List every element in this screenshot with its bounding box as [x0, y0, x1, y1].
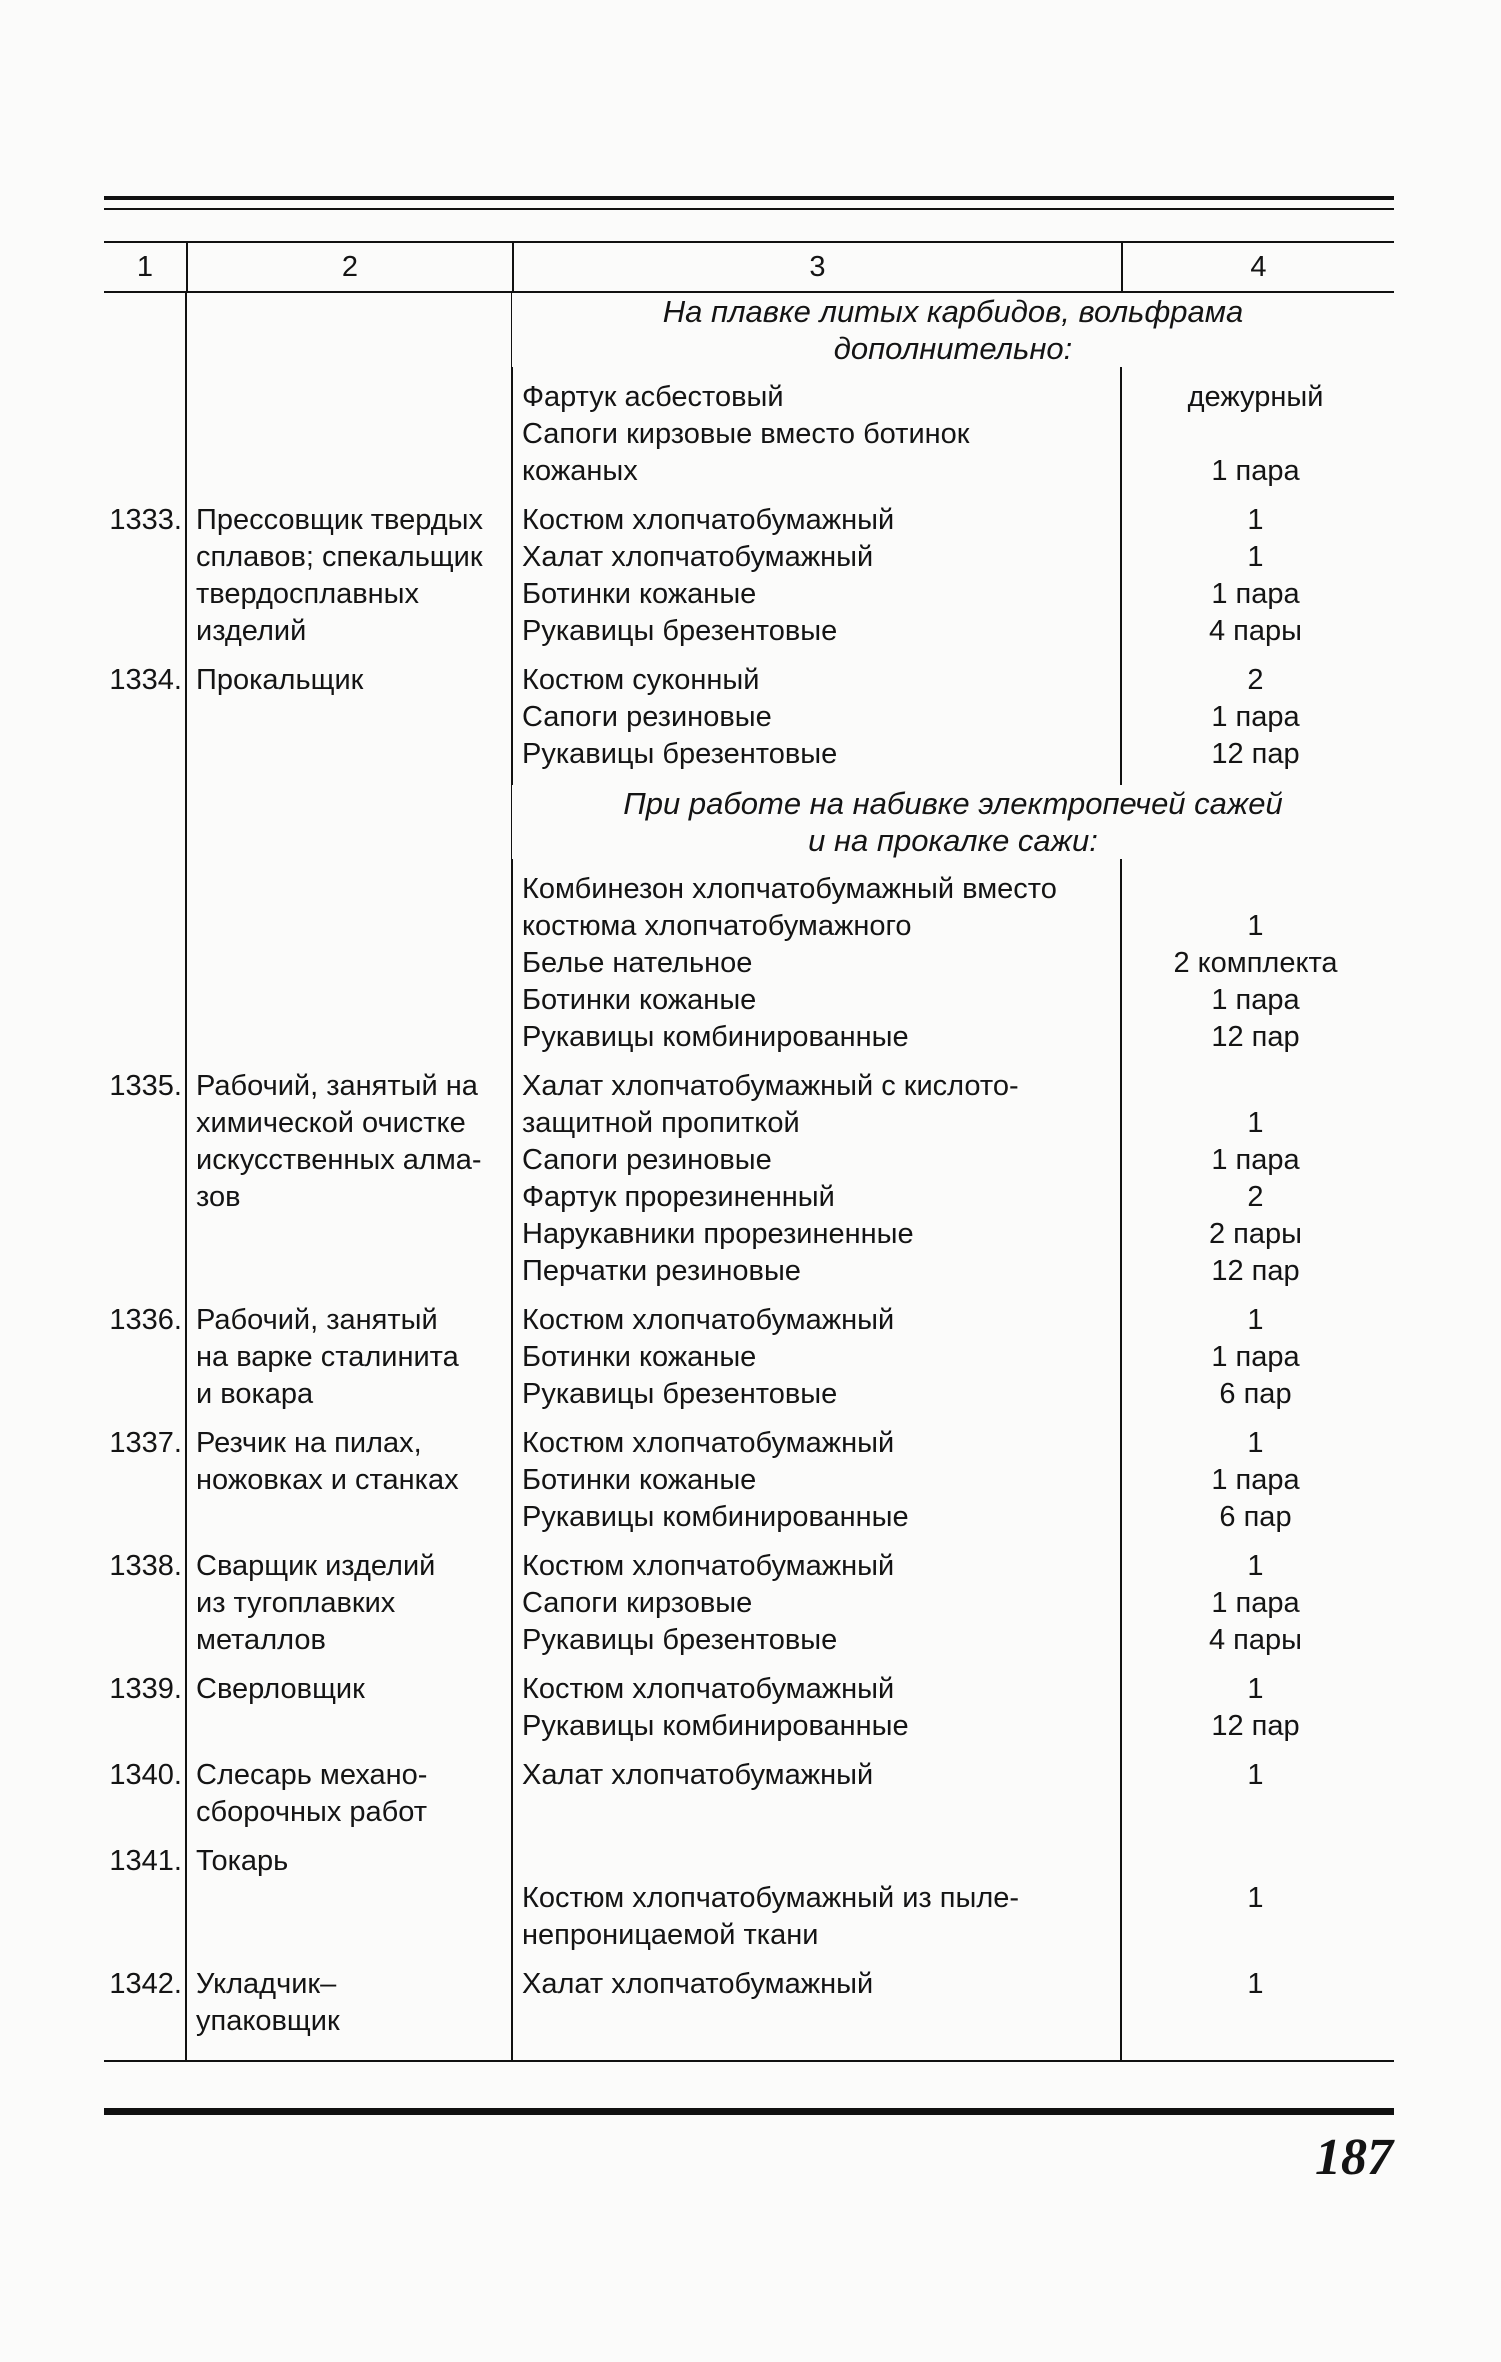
- items-cell: [512, 662, 1121, 773]
- blank-line: [1121, 871, 1390, 908]
- table-row: [104, 662, 1394, 773]
- items-cell: [512, 502, 1121, 650]
- quantity-value: 4 пары: [1209, 1624, 1302, 1656]
- item-number-text: 1339.: [109, 1673, 182, 1705]
- occupation-line: сборочных работ: [196, 1796, 428, 1828]
- item-number: [104, 662, 186, 773]
- item-number-text: 1342.: [109, 1968, 182, 2000]
- table-row: [104, 1302, 1394, 1413]
- blank-line: [1121, 416, 1390, 453]
- clothing-item-line: Костюм хлопчатобумажный из пыле-: [522, 1882, 1020, 1914]
- quantity-value: 1: [1247, 1968, 1264, 2000]
- occupation-line: сплавов; спекальщик: [196, 541, 483, 573]
- table-row: [104, 1757, 1394, 1831]
- table-row: [104, 1671, 1394, 1745]
- clothing-item-line: Рукавицы брезентовые: [522, 615, 838, 647]
- clothing-item-line: Халат хлопчатобумажный: [522, 1968, 874, 2000]
- quantity-value: 12 пар: [1211, 1021, 1300, 1053]
- items-cell: [512, 1757, 1121, 1831]
- clothing-item-line: Костюм суконный: [522, 664, 760, 696]
- empty-cell: [186, 293, 512, 367]
- section-subheader: [104, 785, 1394, 859]
- table-row: [104, 379, 1394, 490]
- spacer: [104, 1536, 1394, 1548]
- blank-line: [1121, 1068, 1390, 1105]
- item-number: [104, 502, 186, 650]
- item-number: [104, 1068, 186, 1290]
- quantity-value: 1: [1247, 1882, 1264, 1914]
- clothing-item-line: Фартук асбестовый: [522, 381, 784, 413]
- items-cell: [512, 1843, 1121, 1954]
- clothing-item-line: Костюм хлопчатобумажный: [522, 1427, 895, 1459]
- spacer: [104, 490, 1394, 502]
- quantity-cell: [1121, 1671, 1394, 1745]
- item-number: [104, 379, 186, 490]
- empty-cell: [186, 785, 512, 859]
- occupation-cell: [186, 1548, 512, 1659]
- quantity-cell: [1121, 1302, 1394, 1413]
- occupation-line: Прокальщик: [196, 664, 364, 696]
- blank-line: [1121, 1917, 1390, 1954]
- header-col-2: 2: [186, 243, 512, 291]
- item-number-text: 1334.: [109, 664, 182, 696]
- quantity-value: дежурный: [1187, 381, 1324, 413]
- clothing-item-line: [522, 1843, 1113, 1880]
- table-row: [104, 1068, 1394, 1290]
- table-row: [104, 1843, 1394, 1954]
- quantity-value: 1 пара: [1211, 1144, 1300, 1176]
- item-number-text: 1338.: [109, 1550, 182, 1582]
- top-rule-thin: [104, 208, 1394, 210]
- subheader-line: дополнительно:: [833, 331, 1073, 366]
- clothing-item-line: Ботинки кожаные: [522, 1341, 757, 1373]
- quantity-value: 6 пар: [1219, 1501, 1292, 1533]
- occupation-cell: [186, 871, 512, 1056]
- clothing-item-line: Рукавицы брезентовые: [522, 738, 838, 770]
- occupation-cell: [186, 1757, 512, 1831]
- occupation-line: Сварщик изделий: [196, 1550, 436, 1582]
- header-col-3: 3: [512, 243, 1121, 291]
- spacer: [104, 773, 1394, 785]
- clothing-item-line: Комбинезон хлопчатобумажный вместо: [522, 873, 1057, 905]
- table-row: [104, 502, 1394, 650]
- item-number: [104, 1425, 186, 1536]
- quantity-value: 1 пара: [1211, 701, 1300, 733]
- clothing-item-line: Сапоги резиновые: [522, 701, 772, 733]
- header-col-1: 1: [136, 251, 154, 283]
- occupation-line: Укладчик–: [196, 1968, 337, 2000]
- table-row: [104, 1548, 1394, 1659]
- item-number-text: 1341.: [109, 1845, 182, 1877]
- table-row: [104, 1425, 1394, 1536]
- clothing-item-line: Костюм хлопчатобумажный: [522, 504, 895, 536]
- occupation-line: зов: [196, 1181, 241, 1213]
- bottom-rule: [104, 2108, 1394, 2115]
- occupation-cell: [186, 1843, 512, 1954]
- quantity-cell: [1121, 1843, 1394, 1954]
- occupation-cell: [186, 1068, 512, 1290]
- quantity-value: 2 пары: [1209, 1218, 1302, 1250]
- quantity-value: 1 пара: [1211, 1341, 1300, 1373]
- subheader-line: При работе на набивке электропечей сажей: [623, 786, 1283, 821]
- header-col-4: 4: [1121, 243, 1394, 291]
- item-number: [104, 1302, 186, 1413]
- clothing-item-line: Костюм хлопчатобумажный: [522, 1304, 895, 1336]
- items-cell: [512, 1302, 1121, 1413]
- quantity-value: 12 пар: [1211, 1255, 1300, 1287]
- spacer: [104, 1659, 1394, 1671]
- occupation-line: упаковщик: [196, 2005, 340, 2037]
- table-row: [104, 1966, 1394, 2040]
- page-number: 187: [1315, 2129, 1393, 2186]
- clothing-item-line: Сапоги кирзовые: [522, 1587, 753, 1619]
- occupation-line: Сверловщик: [196, 1673, 365, 1705]
- occupation-line: Рабочий, занятый на: [196, 1070, 478, 1102]
- quantity-value: 12 пар: [1211, 1710, 1300, 1742]
- quantity-value: 1: [1247, 1427, 1264, 1459]
- quantity-value: 4 пары: [1209, 615, 1302, 647]
- quantity-value: 1: [1247, 504, 1264, 536]
- occupation-line: Прессовщик твердых: [196, 504, 483, 536]
- occupation-cell: [186, 1425, 512, 1536]
- occupation-line: искусственных алма-: [196, 1144, 482, 1176]
- quantity-value: 1 пара: [1211, 455, 1300, 487]
- protective-clothing-table: [104, 241, 1394, 2060]
- spacer: [104, 1831, 1394, 1843]
- clothing-item-line: Сапоги резиновые: [522, 1144, 772, 1176]
- quantity-cell: [1121, 1548, 1394, 1659]
- item-number: [104, 1757, 186, 1831]
- quantity-value: 1: [1247, 1304, 1264, 1336]
- occupation-line: металлов: [196, 1624, 326, 1656]
- occupation-line: Токарь: [196, 1845, 289, 1877]
- table-body: [104, 293, 1394, 2060]
- quantity-cell: [1121, 1425, 1394, 1536]
- spacer: [104, 859, 1394, 871]
- table-row: [104, 871, 1394, 1056]
- quantity-value: 2: [1247, 664, 1264, 696]
- item-number: [104, 1671, 186, 1745]
- occupation-line: из тугоплавких: [196, 1587, 396, 1619]
- clothing-item-line: защитной пропиткой: [522, 1107, 800, 1139]
- item-number-text: 1333.: [109, 504, 182, 536]
- subheader-line: и на прокалке сажи:: [808, 823, 1098, 858]
- clothing-item-line: Белье нательное: [522, 947, 753, 979]
- occupation-line: Рабочий, занятый: [196, 1304, 438, 1336]
- occupation-cell: [186, 662, 512, 773]
- quantity-value: 2 комплекта: [1173, 947, 1338, 979]
- items-cell: [512, 1671, 1121, 1745]
- quantity-value: 1: [1247, 1107, 1264, 1139]
- spacer: [104, 1745, 1394, 1757]
- clothing-item-line: Халат хлопчатобумажный: [522, 541, 874, 573]
- subheader-text: [512, 785, 1394, 859]
- clothing-item-line: непроницаемой ткани: [522, 1919, 819, 1951]
- item-number-text: 1335.: [109, 1070, 182, 1102]
- occupation-line: химической очистке: [196, 1107, 466, 1139]
- table-bottom-rule: [104, 2060, 1394, 2062]
- subheader-line: На плавке литых карбидов, вольфрама: [662, 294, 1244, 329]
- table-header: [104, 241, 1394, 293]
- clothing-item-line: Ботинки кожаные: [522, 578, 757, 610]
- clothing-item-line: Рукавицы комбинированные: [522, 1021, 909, 1053]
- quantity-value: 1 пара: [1211, 578, 1300, 610]
- items-cell: [512, 379, 1121, 490]
- quantity-cell: [1121, 379, 1394, 490]
- clothing-item-line: Халат хлопчатобумажный: [522, 1759, 874, 1791]
- quantity-cell: [1121, 1068, 1394, 1290]
- occupation-line: изделий: [196, 615, 307, 647]
- clothing-item-line: Перчатки резиновые: [522, 1255, 801, 1287]
- spacer: [104, 2040, 1394, 2052]
- quantity-cell: [1121, 502, 1394, 650]
- occupation-cell: [186, 1671, 512, 1745]
- spacer: [104, 1413, 1394, 1425]
- spacer: [104, 2052, 1394, 2060]
- item-number-text: 1337.: [109, 1427, 182, 1459]
- items-cell: [512, 1425, 1121, 1536]
- clothing-item-line: Рукавицы комбинированные: [522, 1710, 909, 1742]
- clothing-item-line: Рукавицы комбинированные: [522, 1501, 909, 1533]
- clothing-item-line: Нарукавники прорезиненные: [522, 1218, 914, 1250]
- clothing-item-line: Костюм хлопчатобумажный: [522, 1550, 895, 1582]
- quantity-value: 1: [1247, 1550, 1264, 1582]
- quantity-value: 1 пара: [1211, 1587, 1300, 1619]
- item-number: [104, 1843, 186, 1954]
- quantity-cell: [1121, 1966, 1394, 2040]
- quantity-value: 12 пар: [1211, 738, 1300, 770]
- spacer: [104, 1056, 1394, 1068]
- quantity-cell: [1121, 871, 1394, 1056]
- occupation-cell: [186, 1302, 512, 1413]
- quantity-value: 1: [1247, 1673, 1264, 1705]
- occupation-line: Резчик на пилах,: [196, 1427, 422, 1459]
- spacer: [104, 1954, 1394, 1966]
- quantity-cell: [1121, 662, 1394, 773]
- quantity-value: 2: [1247, 1181, 1264, 1213]
- occupation-line: твердосплавных: [196, 578, 420, 610]
- spacer: [104, 1290, 1394, 1302]
- spacer: [104, 367, 1394, 379]
- occupation-cell: [186, 379, 512, 490]
- item-number-text: [104, 379, 182, 416]
- quantity-value: 1 пара: [1211, 1464, 1300, 1496]
- occupation-cell: [186, 502, 512, 650]
- quantity-value: 1 пара: [1211, 984, 1300, 1016]
- occupation-line: Слесарь механо-: [196, 1759, 428, 1791]
- occupation-cell: [186, 1966, 512, 2040]
- item-number-text: 1340.: [109, 1759, 182, 1791]
- quantity-value: 1: [1247, 910, 1264, 942]
- top-rule: [104, 196, 1394, 200]
- clothing-item-line: Рукавицы брезентовые: [522, 1378, 838, 1410]
- quantity-value: 1: [1247, 541, 1264, 573]
- spacer: [104, 650, 1394, 662]
- quantity-value: 1: [1247, 1759, 1264, 1791]
- items-cell: [512, 871, 1121, 1056]
- items-cell: [512, 1966, 1121, 2040]
- clothing-item-line: Ботинки кожаные: [522, 984, 757, 1016]
- quantity-value: 6 пар: [1219, 1378, 1292, 1410]
- item-number: [104, 1548, 186, 1659]
- item-number: [104, 871, 186, 1056]
- clothing-item-line: Костюм хлопчатобумажный: [522, 1673, 895, 1705]
- clothing-item-line: Сапоги кирзовые вместо ботинок: [522, 418, 970, 450]
- empty-cell: [104, 785, 186, 859]
- items-cell: [512, 1548, 1121, 1659]
- clothing-item-line: Ботинки кожаные: [522, 1464, 757, 1496]
- item-number: [104, 1966, 186, 2040]
- items-cell: [512, 1068, 1121, 1290]
- clothing-item-line: Халат хлопчатобумажный с кислото-: [522, 1070, 1019, 1102]
- blank-line: [1121, 1843, 1390, 1880]
- clothing-item-line: Фартук прорезиненный: [522, 1181, 835, 1213]
- section-subheader: [104, 293, 1394, 367]
- subheader-text: [512, 293, 1394, 367]
- empty-cell: [104, 293, 186, 367]
- quantity-cell: [1121, 1757, 1394, 1831]
- item-number-text: 1336.: [109, 1304, 182, 1336]
- occupation-line: на варке сталинита: [196, 1341, 459, 1373]
- occupation-line: ножовках и станках: [196, 1464, 459, 1496]
- item-number-text: [104, 871, 182, 908]
- clothing-item-line: костюма хлопчатобумажного: [522, 910, 912, 942]
- clothing-item-line: кожаных: [522, 455, 638, 487]
- occupation-line: и вокара: [196, 1378, 314, 1410]
- clothing-item-line: Рукавицы брезентовые: [522, 1624, 838, 1656]
